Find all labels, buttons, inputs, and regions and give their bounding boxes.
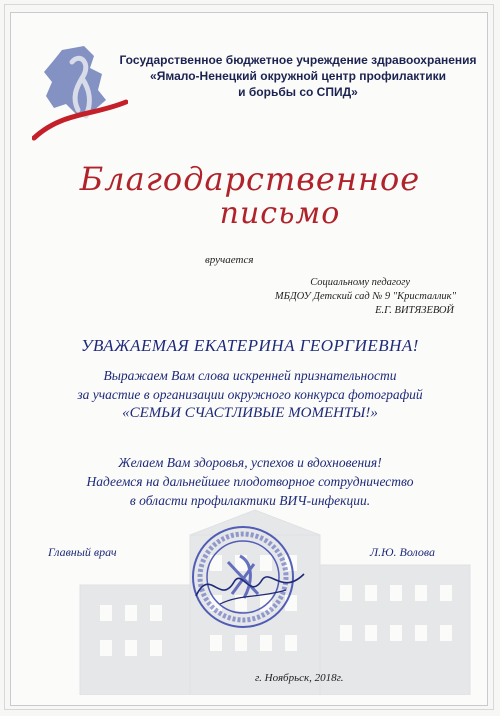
recipient-position: Социальному педагогу: [310, 277, 410, 288]
wishes-text: [20, 453, 480, 510]
gratitude-line-2: за участие в организации окружного конкурса фотографий: [77, 387, 423, 402]
contest-name: «СЕМЬИ СЧАСТЛИВЫЕ МОМЕНТЫ!»: [122, 405, 378, 421]
org-line-3: и борьбы со СПИД»: [238, 85, 358, 99]
wishes-line-3: в области профилактики ВИЧ-инфекции.: [129, 493, 371, 508]
aids-center-logo: [32, 42, 128, 142]
signature: [190, 556, 310, 616]
recipient-institution: МБДОУ Детский сад № 9 "Кристаллик": [274, 291, 456, 302]
awarded-label: вручается: [205, 254, 254, 266]
wishes-line-1: Желаем Вам здоровья, успехов и вдохновения!: [118, 455, 382, 470]
org-line-1: Государственное бюджетное учреждение здравоохранения: [119, 53, 477, 67]
gratitude-line-1: Выражаем Вам слова искренней признательности: [103, 368, 397, 383]
organization-header: [118, 52, 478, 100]
org-line-2: «Ямало-Ненецкий окружной центр профилактики: [150, 69, 446, 83]
gratitude-text: [20, 366, 480, 423]
title-line-2: письмо: [219, 196, 341, 231]
recipient-block: [164, 276, 464, 318]
wishes-line-2: Надеемся на дальнейшее плодотворное сотрудничество: [86, 474, 414, 489]
document-title: [40, 150, 460, 240]
salutation: УВАЖАЕМАЯ ЕКАТЕРИНА ГЕОРГИЕВНА!: [81, 336, 419, 355]
place-date: г. Ноябрьск, 2018г.: [255, 672, 344, 684]
signatory-name: Л.Ю. Волова: [370, 545, 436, 559]
signatory-role: Главный врач: [48, 545, 117, 559]
title-line-1: Благодарственное: [79, 160, 421, 198]
recipient-name: Е.Г. ВИТЯЗЕВОЙ: [375, 305, 454, 316]
